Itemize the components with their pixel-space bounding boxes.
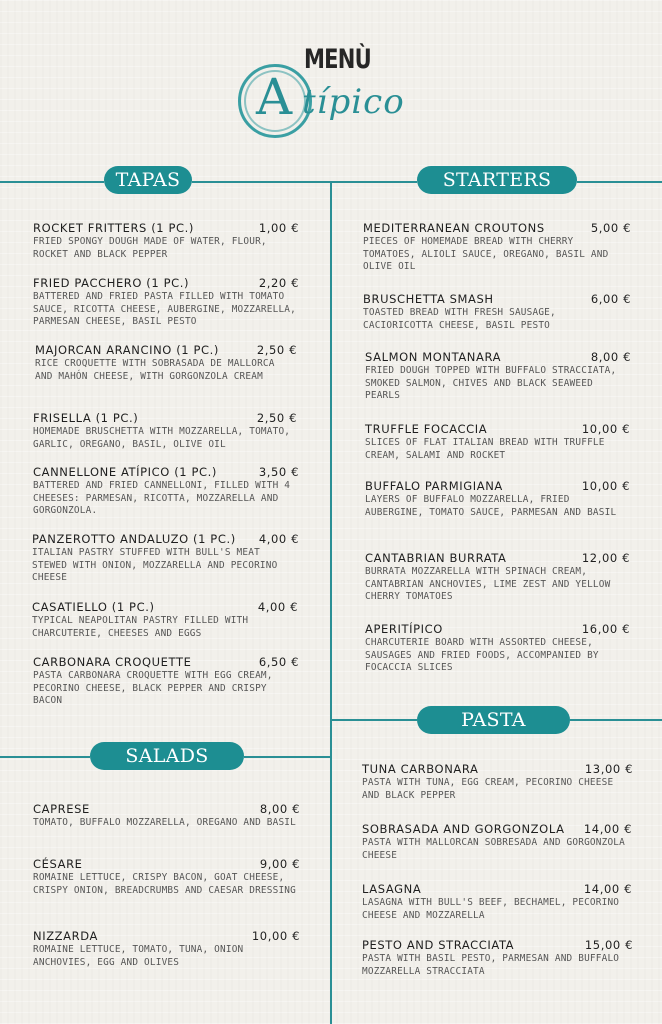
item-name: SOBRASADA AND GORGONZOLA: [362, 822, 565, 836]
item-name: TUNA CARBONARA: [362, 762, 479, 776]
item-description: RICE CROQUETTE WITH SOBRASADA DE MALLORCA AND MAHÓN CHEESE, WITH GORGONZOLA CREAM: [35, 358, 275, 382]
pasta-right-divider: [570, 719, 662, 721]
item-name: PANZEROTTO ANDALUZO (1 PC.): [32, 532, 236, 546]
item-name: FRIED PACCHERO (1 PC.): [33, 276, 190, 290]
item-price: 16,00 €: [581, 622, 630, 636]
item-description: PASTA WITH MALLORCAN SOBRESADA AND GORGONZOLA CHEESE: [362, 837, 625, 861]
item-name: CANNELLONE ATÍPICO (1 PC.): [33, 465, 217, 479]
item-description: ITALIAN PASTRY STUFFED WITH BULL'S MEAT STEWED WITH ONION, MOZZARELLA AND PECORINO CHEESE: [32, 547, 278, 584]
item-name: LASAGNA: [362, 882, 422, 896]
item-price: 10,00 €: [581, 422, 630, 436]
item-price: 4,00 €: [258, 532, 299, 546]
item-price: 15,00 €: [584, 938, 633, 952]
item-price: 2,50 €: [256, 343, 297, 357]
pasta-left-divider: [330, 719, 417, 721]
item-description: FRIED DOUGH TOPPED WITH BUFFALO STRACCIATA, SMOKED SALMON, CHIVES AND BLACK SEAWEED PEARLS: [365, 365, 617, 402]
item-description: ROMAINE LETTUCE, CRISPY BACON, GOAT CHEESE, CRISPY ONION, BREADCRUMBS AND CAESAR DRESSING: [33, 872, 296, 896]
item-name: MEDITERRANEAN CROUTONS: [363, 221, 545, 235]
item-description: LAYERS OF BUFFALO MOZZARELLA, FRIED AUBERGINE, TOMATO SAUCE, PARMESAN AND BASIL: [365, 494, 617, 518]
salads-left-divider: [0, 756, 90, 758]
item-name: SALMON MONTANARA: [365, 350, 502, 364]
item-price: 14,00 €: [583, 882, 632, 896]
section-title-tapas: TAPAS: [104, 166, 192, 194]
item-description: PASTA CARBONARA CROQUETTE WITH EGG CREAM, PECORINO CHEESE, BLACK PEPPER AND CRISPY BACON: [33, 670, 273, 707]
item-price: 9,00 €: [259, 857, 300, 871]
item-name: BUFFALO PARMIGIANA: [365, 479, 503, 493]
item-description: PIECES OF HOMEMADE BREAD WITH CHERRY TOMATOES, ALIOLI SAUCE, OREGANO, BASIL AND OLIVE OIL: [363, 236, 609, 273]
item-price: 2,50 €: [256, 411, 297, 425]
item-price: 5,00 €: [590, 221, 631, 235]
item-price: 2,20 €: [258, 276, 299, 290]
item-price: 14,00 €: [583, 822, 632, 836]
item-name: CANTABRIAN BURRATA: [365, 551, 507, 565]
menu-title: MENÙ: [304, 44, 371, 75]
item-description: LASAGNA WITH BULL'S BEEF, BECHAMEL, PECORINO CHEESE AND MOZZARELLA: [362, 897, 620, 921]
item-price: 1,00 €: [258, 221, 299, 235]
item-price: 13,00 €: [584, 762, 633, 776]
item-name: APERITÍPICO: [365, 622, 443, 636]
salads-right-divider: [244, 756, 331, 758]
item-description: SLICES OF FLAT ITALIAN BREAD WITH TRUFFLE CREAM, SALAMI AND ROCKET: [365, 437, 605, 461]
center-vertical-divider: [330, 181, 332, 1024]
item-price: 8,00 €: [590, 350, 631, 364]
item-description: TOMATO, BUFFALO MOZZARELLA, OREGANO AND BASIL: [33, 817, 296, 828]
item-price: 4,00 €: [257, 600, 298, 614]
item-name: NIZZARDA: [33, 929, 98, 943]
item-name: CARBONARA CROQUETTE: [33, 655, 192, 669]
top-center-divider: [192, 181, 417, 183]
item-description: HOMEMADE BRUSCHETTA WITH MOZZARELLA, TOMATO, GARLIC, OREGANO, BASIL, OLIVE OIL: [33, 426, 291, 450]
item-name: CASATIELLO (1 PC.): [32, 600, 155, 614]
item-description: TOASTED BREAD WITH FRESH SAUSAGE, CACIORICOTTA CHEESE, BASIL PESTO: [363, 307, 556, 331]
item-description: BURRATA MOZZARELLA WITH SPINACH CREAM, CANTABRIAN ANCHOVIES, LIME ZEST AND YELLOW CHERRY TOMATOES: [365, 566, 611, 603]
item-description: TYPICAL NEAPOLITAN PASTRY FILLED WITH CHARCUTERIE, CHEESES AND EGGS: [32, 615, 249, 639]
item-price: 6,00 €: [590, 292, 631, 306]
top-left-divider: [0, 181, 104, 183]
item-description: PASTA WITH BASIL PESTO, PARMESAN AND BUFFALO MOZZARELLA STRACCIATA: [362, 953, 620, 977]
item-name: CAPRESE: [33, 802, 90, 816]
item-name: ROCKET FRITTERS (1 PC.): [33, 221, 194, 235]
logo-letter: A: [256, 68, 293, 126]
item-description: BATTERED AND FRIED CANNELLONI, FILLED WITH 4 CHEESES: PARMESAN, RICOTTA, MOZZARELLA AND GORGONZOLA.: [33, 480, 291, 517]
item-name: CÉSARE: [33, 857, 83, 871]
item-price: 10,00 €: [581, 479, 630, 493]
item-price: 6,50 €: [258, 655, 299, 669]
item-price: 3,50 €: [258, 465, 299, 479]
section-title-starters: STARTERS: [417, 166, 577, 194]
restaurant-logo: [234, 44, 424, 136]
section-title-pasta: PASTA: [417, 706, 570, 734]
item-name: FRISELLA (1 PC.): [33, 411, 139, 425]
item-price: 12,00 €: [581, 551, 630, 565]
item-description: BATTERED AND FRIED PASTA FILLED WITH TOMATO SAUCE, RICOTTA CHEESE, AUBERGINE, MOZZARELLA, PARMESAN CHEESE, BASIL PESTO: [33, 291, 296, 328]
item-description: CHARCUTERIE BOARD WITH ASSORTED CHEESE, SAUSAGES AND FRIED FOODS, ACCOMPANIED BY FOCACCIA SLICES: [365, 637, 599, 674]
item-description: ROMAINE LETTUCE, TOMATO, TUNA, ONION ANCHOVIES, EGG AND OLIVES: [33, 944, 244, 968]
item-name: MAJORCAN ARANCINO (1 PC.): [35, 343, 219, 357]
item-description: FRIED SPONGY DOUGH MADE OF WATER, FLOUR, ROCKET AND BLACK PEPPER: [33, 236, 267, 260]
item-name: TRUFFLE FOCACCIA: [365, 422, 488, 436]
logo-word: típico: [302, 82, 405, 122]
item-price: 8,00 €: [259, 802, 300, 816]
section-title-salads: SALADS: [90, 742, 244, 770]
item-price: 10,00 €: [251, 929, 300, 943]
item-name: PESTO AND STRACCIATA: [362, 938, 515, 952]
top-right-divider: [577, 181, 662, 183]
item-description: PASTA WITH TUNA, EGG CREAM, PECORINO CHEESE AND BLACK PEPPER: [362, 777, 614, 801]
item-name: BRUSCHETTA SMASH: [363, 292, 494, 306]
